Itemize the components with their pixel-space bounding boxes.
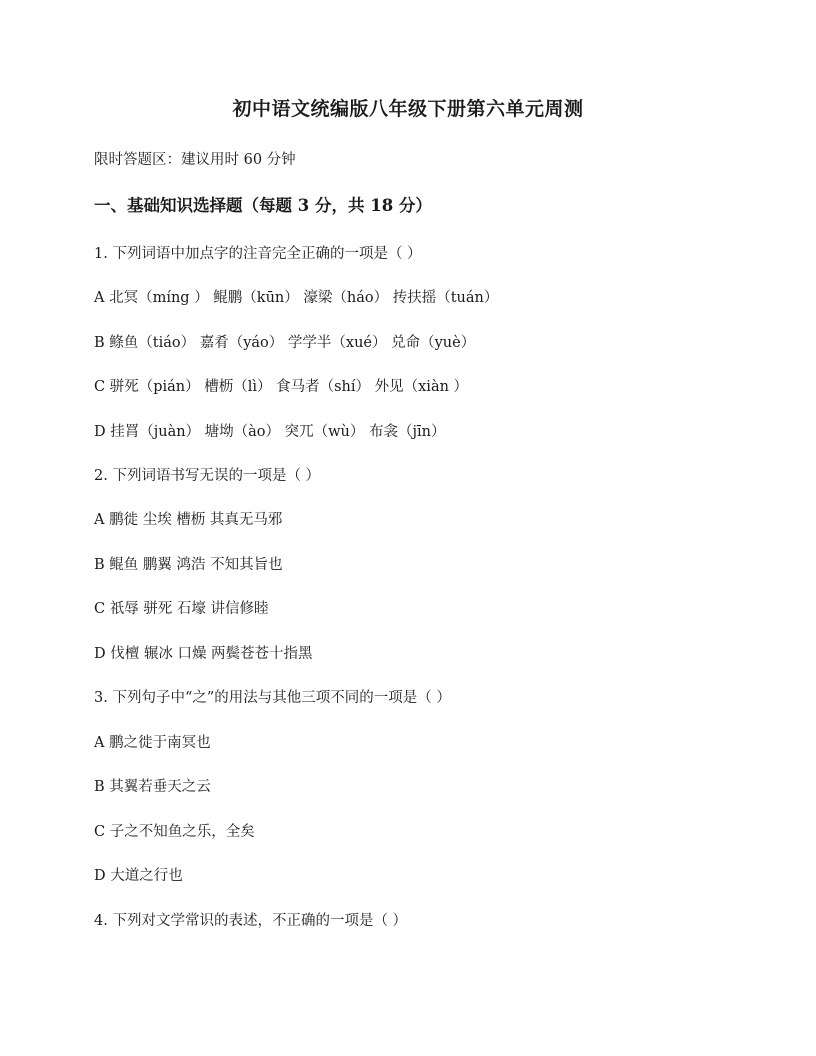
question-option: C 祇辱 骈死 石壕 讲信修睦: [94, 601, 269, 617]
question-option: B 鲦鱼（tiáo） 嘉肴（yáo） 学学半（xué） 兑命（yuè）: [94, 335, 476, 351]
question-option: A 北冥（míng ） 鲲鹏（kūn） 濠梁（háo） 抟扶摇（tuán）: [94, 290, 499, 306]
question-option: B 鲲鱼 鹏翼 鸿浩 不知其旨也: [94, 557, 283, 573]
question-option: C 子之不知鱼之乐，全矣: [94, 824, 255, 840]
question-stem: 3. 下列句子中“之”的用法与其他三项不同的一项是（ ）: [94, 690, 451, 706]
question-option: B 其翼若垂天之云: [94, 779, 211, 795]
section-heading: 一、基础知识选择题（每题 3 分，共 18 分）: [94, 196, 432, 215]
question-stem: 2. 下列词语书写无误的一项是（ ）: [94, 468, 321, 484]
question-stem: 4. 下列对文学常识的表述，不正确的一项是（ ）: [94, 913, 408, 929]
question-option: A 鹏徙 尘埃 槽枥 其真无马邪: [94, 512, 283, 528]
time-note: 限时答题区：建议用时 60 分钟: [94, 152, 296, 168]
question-option: C 骈死（pián） 槽枥（lì） 食马者（shí） 外见（xiàn ）: [94, 379, 469, 395]
question-option: D 伐檀 辗冰 口燥 两鬓苍苍十指黑: [94, 646, 313, 662]
question-option: D 大道之行也: [94, 868, 183, 884]
question-option: D 挂罥（juàn） 塘坳（ào） 突兀（wù） 布衾（jīn）: [94, 424, 446, 440]
question-stem: 1. 下列词语中加点字的注音完全正确的一项是（ ）: [94, 246, 422, 262]
question-option: A 鹏之徙于南冥也: [94, 735, 211, 751]
page-title: 初中语文统编版八年级下册第六单元周测: [232, 98, 584, 120]
